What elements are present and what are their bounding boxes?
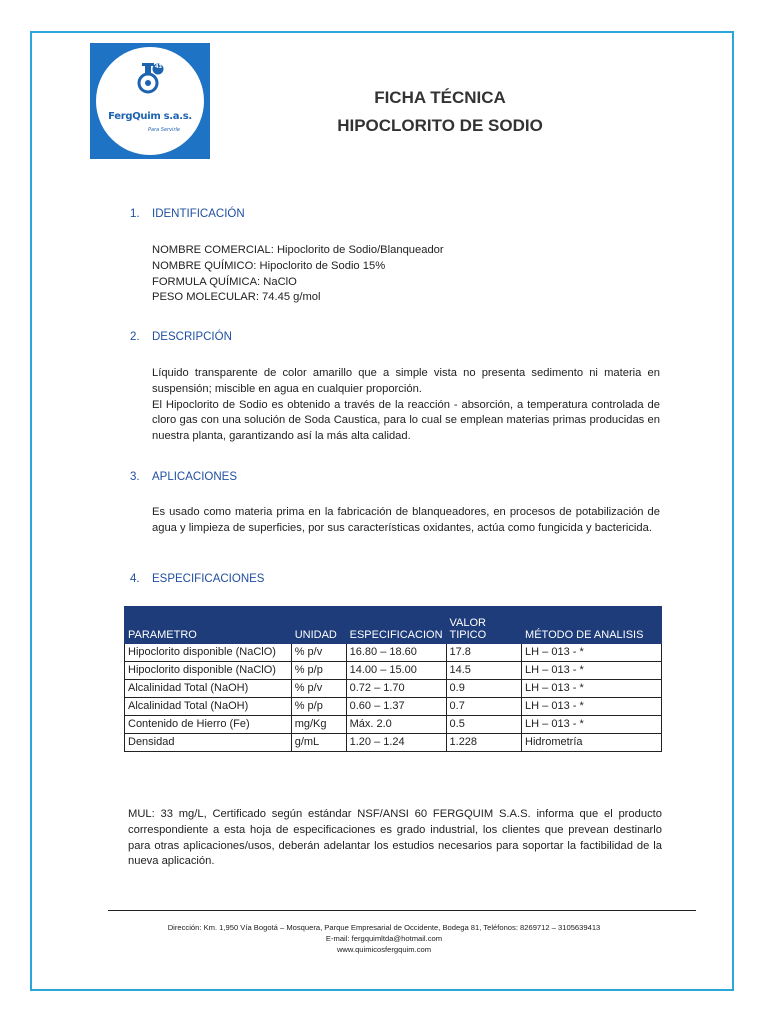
cell-parametro: Contenido de Hierro (Fe)	[125, 716, 292, 734]
footer	[100, 922, 668, 955]
description-block	[152, 366, 660, 445]
table-row	[125, 644, 662, 662]
title-line-2: HIPOCLORITO DE SODIO	[337, 116, 543, 135]
header-metodo: MÉTODO DE ANALISIS	[522, 607, 662, 644]
footer-divider	[108, 910, 696, 911]
cell-unidad: % p/v	[291, 680, 346, 698]
applications-paragraph: Es usado como materia prima en la fabricación de blanqueadores, en procesos de potabilización de agua y limpieza de superficies, por sus características oxidantes, actúa como fungicida y bactericida.	[152, 506, 660, 534]
nombre-comercial: NOMBRE COMERCIAL: Hipoclorito de Sodio/Blanqueador	[152, 244, 444, 256]
table-row	[125, 698, 662, 716]
footer-website: www.quimicosfergquim.com	[336, 945, 432, 954]
cell-metodo: LH – 013 - *	[522, 716, 662, 734]
formula-quimica: FORMULA QUÍMICA: NaClO	[152, 275, 297, 288]
section-heading-descripcion	[130, 331, 232, 343]
mul-disclaimer: MUL: 33 mg/L, Certificado según estándar NSF/ANSI 60 FERGQUIM S.A.S. informa que el producto correspondiente a esta hoja de especificaciones es grado industrial, los clientes que prevean destinarlo para otras aplicaciones/usos, deberán adelantar los estudios necesarios para soportar la factibilidad de la nueva aplicación.	[128, 808, 662, 868]
company-logo	[90, 43, 210, 159]
nombre-quimico: NOMBRE QUÍMICO: Hipoclorito de Sodio 15%	[152, 259, 386, 272]
cell-metodo: LH – 013 - *	[522, 644, 662, 662]
cell-especificacion: 0.60 – 1.37	[346, 698, 446, 716]
cell-valor: 1.228	[446, 734, 522, 752]
cell-valor: 14.5	[446, 662, 522, 680]
cell-unidad: % p/p	[291, 662, 346, 680]
header-valor-tipico: VALOR TIPICO	[446, 607, 522, 644]
description-paragraph-1: Líquido transparente de color amarillo que a simple vista no presenta sedimento ni materia en suspensión; miscible en agua en cualquier proporción.	[152, 367, 660, 395]
cell-unidad: g/mL	[291, 734, 346, 752]
logo-tagline: Para Servirle	[148, 127, 180, 133]
peso-molecular: PESO MOLECULAR: 74.45 g/mol	[152, 291, 321, 304]
cell-especificacion: 16.80 – 18.60	[346, 644, 446, 662]
cell-valor: 17.8	[446, 644, 522, 662]
specifications-table	[124, 606, 662, 752]
header-unidad: UNIDAD	[291, 607, 346, 644]
section-number: 1.	[130, 208, 140, 220]
table-row	[125, 716, 662, 734]
section-number: 2.	[130, 331, 140, 343]
cell-especificacion: 14.00 – 15.00	[346, 662, 446, 680]
footer-email: E-mail: fergquimltda@hotmail.com	[325, 934, 443, 943]
section-heading-aplicaciones	[130, 471, 237, 483]
section-heading-especificaciones	[130, 573, 264, 585]
logo-brand-name: FergQuim s.a.s.	[108, 111, 192, 122]
cell-valor: 0.7	[446, 698, 522, 716]
section-title: DESCRIPCIÓN	[152, 331, 232, 343]
document-title	[300, 84, 580, 140]
section-number: 4.	[130, 573, 140, 585]
cell-parametro: Alcalinidad Total (NaOH)	[125, 698, 292, 716]
cell-unidad: % p/v	[291, 644, 346, 662]
description-paragraph-2: El Hipoclorito de Sodio es obtenido a través de la reacción - absorción, a temperatura controlada de cloro gas con una solución de Soda Caustica, para lo cual se emplean materias primas producidas en nuestra planta, garantizando así la más alta calidad.	[152, 398, 660, 443]
cell-parametro: Alcalinidad Total (NaOH)	[125, 680, 292, 698]
section-number: 3.	[130, 471, 140, 483]
section-title: APLICACIONES	[152, 471, 237, 483]
cell-valor: 0.9	[446, 680, 522, 698]
cell-metodo: LH – 013 - *	[522, 698, 662, 716]
cell-parametro: Hipoclorito disponible (NaClO)	[125, 662, 292, 680]
header-parametro: PARAMETRO	[125, 607, 292, 644]
cell-unidad: mg/Kg	[291, 716, 346, 734]
cell-unidad: % p/p	[291, 698, 346, 716]
title-line-1: FICHA TÉCNICA	[374, 88, 506, 107]
section-title: ESPECIFICACIONES	[152, 573, 265, 585]
cell-metodo: Hidrometría	[522, 734, 662, 752]
logo-circle	[96, 47, 204, 155]
section-title: IDENTIFICACIÓN	[152, 208, 245, 220]
table-row	[125, 734, 662, 752]
section-heading-identificacion	[130, 208, 245, 220]
cell-parametro: Densidad	[125, 734, 292, 752]
table-row	[125, 662, 662, 680]
cell-especificacion: 0.72 – 1.70	[346, 680, 446, 698]
cell-especificacion: 1.20 – 1.24	[346, 734, 446, 752]
footer-address: Dirección: Km. 1,950 Vía Bogotá – Mosquera, Parque Empresarial de Occidente, Bodega 81, Teléfonos: 8269712 – 3105639413	[167, 923, 601, 932]
cell-especificacion: Máx. 2.0	[346, 716, 446, 734]
table-header-row	[125, 607, 662, 644]
cell-valor: 0.5	[446, 716, 522, 734]
cell-parametro: Hipoclorito disponible (NaClO)	[125, 644, 292, 662]
header-especificacion: ESPECIFICACION	[346, 607, 446, 644]
identification-block	[152, 243, 660, 306]
cell-metodo: LH – 013 - *	[522, 680, 662, 698]
logo-badge: 43	[155, 64, 162, 70]
cell-metodo: LH – 013 - *	[522, 662, 662, 680]
table-row	[125, 680, 662, 698]
